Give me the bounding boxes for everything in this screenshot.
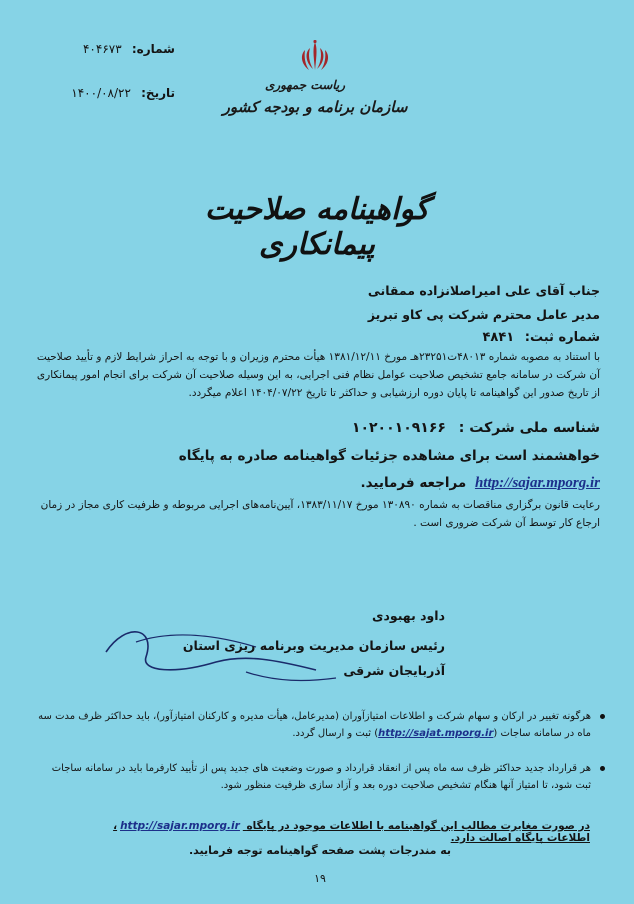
note-1-after: ) ثبت و ارسال گردد.	[292, 728, 379, 739]
national-id-value: ۱۰۲۰۰۱۰۹۱۶۶	[351, 420, 446, 436]
letter-number	[60, 42, 175, 56]
certificate-title: گواهینامه صلاحیت پیمانکاری	[204, 192, 430, 262]
recipient-name: جناب آقای علی امیراصلانزاده ممقانی	[367, 283, 600, 298]
request-suffix: مراجعه فرمایید.	[360, 475, 467, 491]
signatory-title: رئیس سازمان مدیریت وبرنامه ریزی استان	[182, 638, 445, 653]
national-id-label: شناسه ملی شرکت :	[458, 420, 600, 436]
registration-number	[380, 330, 600, 345]
note-item	[35, 760, 605, 794]
letter-date-label: تاریخ:	[141, 86, 175, 100]
bullet-icon	[600, 766, 605, 771]
recipient-position: مدیر عامل محترم شرکت پی کاو تبریز	[367, 307, 600, 322]
note-2-text: هر قرارداد جدید حداکثر ظرف سه ماه پس از انعقاد قرارداد و صورت وضعیت های جدید پس از تأیید کارفرما باید در سامانه ساجات ثبت شود، تا امتیاز آنها هنگام تشخیص صلاحیت دوره بعد و آزاد سازی ظرفیت منظور شود.	[51, 763, 591, 791]
sajat-link[interactable]: http://sajat.mporg.ir	[378, 728, 494, 739]
note-item	[35, 708, 605, 742]
note-1-text: هرگونه تغییر در ارکان و سهام شرکت و اطلاعات امتیازآوران (مدیرعامل، هیأت مدیره و کارکنان امتیازآور)، باید حداکثر ظرف مدت سه ماه در سامانه ساجات (	[38, 711, 591, 739]
letter-date-value: ۱۴۰۰/۰۸/۲۲	[71, 86, 131, 100]
signatory-name: داود بهبودی	[372, 608, 445, 623]
footer-text-after: ، اطلاعات پایگاه اصالت دارد.	[113, 820, 590, 844]
request-line2	[180, 475, 600, 492]
footer-text-before: در صورت مغایرت مطالب این گواهینامه با اطلاعات موجود در پایگاه	[246, 820, 590, 832]
letter-number-value: ۴۰۴۶۷۳	[82, 42, 122, 56]
compliance-paragraph: رعایت قانون برگزاری مناقصات به شماره ۱۳۰۸۹۰ مورخ ۱۳۸۳/۱۱/۱۷، آیین‌نامه‌های اجرایی مربوطه و ظرفیت کاری مجاز در زمان ارجاع کار توسط آن شرکت ضروری است .	[40, 499, 600, 529]
page-number: ۱۹	[314, 872, 326, 885]
letter-date	[60, 86, 175, 100]
national-id	[220, 420, 600, 436]
registration-value: ۴۸۴۱	[482, 330, 515, 345]
bullet-icon	[600, 714, 605, 719]
footer-notice: به مندرجات پشت صفحه گواهینامه توجه فرمایید.	[188, 844, 452, 857]
letter-number-label: شماره:	[131, 42, 175, 56]
signatory-province: آذربایجان شرقی	[343, 663, 445, 678]
org-line2: سازمان برنامه و بودجه کشور	[222, 98, 408, 116]
sajar-link[interactable]: http://sajar.mporg.ir	[474, 475, 600, 491]
registration-label: شماره ثبت:	[524, 330, 600, 345]
certificate-body: با استناد به مصوبه شماره ۴۸۰۱۳ت۲۳۲۵۱هـ مورخ ۱۳۸۱/۱۲/۱۱ هیأت محترم وزیران و با توجه به احراز شرایط لازم و تأیید صلاحیت آن شرکت در سامانه جامع تشخیص صلاحیت عوامل نظام فنی اجرایی، به این وسیله صلاحیت آن شرکت برای انجام امور پیمانکاری از تاریخ صدور این گواهینامه تا پایان دوره ارزشیابی و حداکثر تا تاریخ ۱۴۰۴/۰۷/۲۲ اعلام میگردد.	[36, 351, 600, 399]
request-line: خواهشمند است برای مشاهده جزئیات گواهینامه صادره به پایگاه	[178, 448, 600, 464]
iran-emblem-icon	[297, 38, 333, 74]
org-line1: ریاست جمهوری	[264, 78, 346, 92]
footer-sajar-link[interactable]: http://sajar.mporg.ir	[120, 820, 240, 832]
footer-authority-line	[90, 820, 590, 844]
